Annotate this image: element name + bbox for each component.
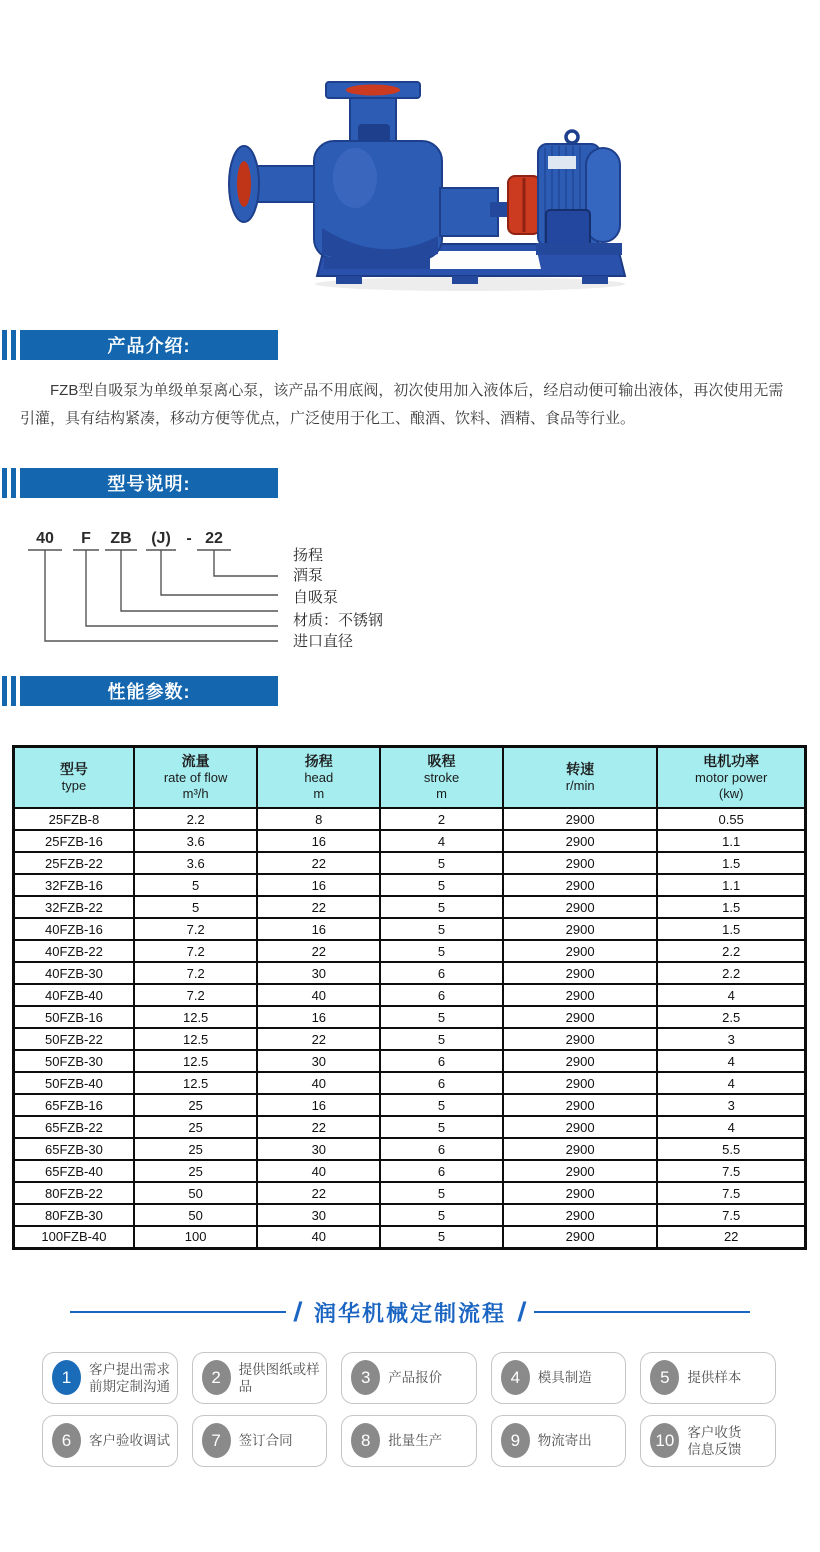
header-stripe-icon — [2, 676, 7, 706]
table-cell: 2900 — [503, 1160, 657, 1182]
table-cell: 40FZB-40 — [14, 984, 134, 1006]
header-stripe-icon — [2, 330, 7, 360]
table-row — [14, 984, 806, 1006]
step-number-badge: 4 — [501, 1360, 530, 1395]
table-cell: 5 — [134, 896, 258, 918]
table-cell: 100FZB-40 — [14, 1226, 134, 1248]
table-cell: 5 — [380, 940, 503, 962]
table-cell: 2900 — [503, 1094, 657, 1116]
table-cell: 2 — [380, 808, 503, 830]
header-stripe-icon — [11, 330, 16, 360]
performance-title-bar — [20, 676, 278, 706]
step-number-badge: 6 — [52, 1423, 81, 1458]
table-row — [14, 1160, 806, 1182]
step-label: 提供图纸或样 品 — [238, 1361, 320, 1394]
table-cell: 2900 — [503, 984, 657, 1006]
table-cell: 40FZB-22 — [14, 940, 134, 962]
table-cell: 50 — [134, 1182, 258, 1204]
table-cell: 2900 — [503, 1050, 657, 1072]
table-cell: 2900 — [503, 1072, 657, 1094]
table-cell: 6 — [380, 1138, 503, 1160]
table-cell: 8 — [257, 808, 380, 830]
pump-product-image — [190, 38, 630, 298]
table-cell: 22 — [257, 1028, 380, 1050]
process-step-card — [640, 1352, 776, 1404]
table-cell: 2.2 — [134, 808, 258, 830]
table-cell: 50FZB-40 — [14, 1072, 134, 1094]
table-cell: 65FZB-40 — [14, 1160, 134, 1182]
table-cell: 2900 — [503, 962, 657, 984]
table-row — [14, 1072, 806, 1094]
table-cell: 22 — [257, 852, 380, 874]
table-cell: 6 — [380, 1072, 503, 1094]
model-part: (J) — [151, 530, 171, 547]
process-step-card — [192, 1415, 328, 1467]
intro-title-bar — [20, 330, 278, 360]
table-cell: 65FZB-16 — [14, 1094, 134, 1116]
table-cell: 30 — [257, 1138, 380, 1160]
step-label: 客户验收调试 — [89, 1433, 170, 1448]
table-row — [14, 852, 806, 874]
table-cell: 7.2 — [134, 940, 258, 962]
table-column-header: 吸程 stroke m — [380, 747, 503, 809]
table-cell: 1.5 — [657, 852, 805, 874]
table-cell: 16 — [257, 1094, 380, 1116]
slash-decoration: / — [292, 1296, 304, 1327]
step-label: 客户收货 信息反馈 — [687, 1424, 742, 1457]
table-cell: 5 — [380, 1028, 503, 1050]
table-row — [14, 1050, 806, 1072]
table-column-header: 型号 type — [14, 747, 134, 809]
table-cell: 1.1 — [657, 874, 805, 896]
step-number-badge: 3 — [351, 1360, 380, 1395]
process-step-card — [491, 1415, 627, 1467]
table-cell: 1.5 — [657, 896, 805, 918]
table-row — [14, 1028, 806, 1050]
model-part: F — [81, 530, 91, 547]
table-cell: 2900 — [503, 1226, 657, 1248]
step-number-badge: 8 — [351, 1423, 380, 1458]
table-cell: 0.55 — [657, 808, 805, 830]
process-step-card — [491, 1352, 627, 1404]
table-cell: 4 — [657, 984, 805, 1006]
table-cell: 2900 — [503, 874, 657, 896]
table-cell: 30 — [257, 962, 380, 984]
step-label: 签订合同 — [238, 1433, 293, 1448]
process-title: 润华机械定制流程 — [314, 1300, 507, 1326]
table-cell: 4 — [657, 1050, 805, 1072]
table-cell: 30 — [257, 1204, 380, 1226]
table-row — [14, 1204, 806, 1226]
table-cell: 5 — [380, 918, 503, 940]
table-cell: 25FZB-22 — [14, 852, 134, 874]
table-row — [14, 940, 806, 962]
table-cell: 7.2 — [134, 918, 258, 940]
table-cell: 40FZB-30 — [14, 962, 134, 984]
process-step-card — [341, 1415, 477, 1467]
table-column-header: 扬程 head m — [257, 747, 380, 809]
table-cell: 2900 — [503, 896, 657, 918]
table-cell: 2900 — [503, 852, 657, 874]
step-number-badge: 1 — [52, 1360, 81, 1395]
table-cell: 40FZB-16 — [14, 918, 134, 940]
table-column-header: 转速 r/min — [503, 747, 657, 809]
step-label: 产品报价 — [388, 1370, 443, 1385]
table-cell: 40 — [257, 1072, 380, 1094]
header-stripe-icon — [11, 676, 16, 706]
header-stripe-icon — [11, 468, 16, 498]
table-cell: 16 — [257, 874, 380, 896]
table-cell: 22 — [257, 940, 380, 962]
section-header-performance — [0, 676, 820, 706]
section-header-intro — [0, 330, 820, 360]
table-cell: 2900 — [503, 1182, 657, 1204]
table-cell: 25FZB-16 — [14, 830, 134, 852]
table-cell: 5 — [380, 1094, 503, 1116]
process-title-row — [70, 1297, 750, 1328]
table-cell: 7.5 — [657, 1160, 805, 1182]
table-cell: 65FZB-22 — [14, 1116, 134, 1138]
table-row — [14, 1138, 806, 1160]
table-cell: 5.5 — [657, 1138, 805, 1160]
table-cell: 25 — [134, 1094, 258, 1116]
model-part: 22 — [205, 530, 223, 547]
table-cell: 5 — [380, 1116, 503, 1138]
model-title: 型号说明: — [107, 474, 191, 494]
model-title-bar — [20, 468, 278, 498]
step-number-badge: 7 — [202, 1423, 231, 1458]
table-cell: 12.5 — [134, 1050, 258, 1072]
table-row — [14, 1182, 806, 1204]
table-row — [14, 808, 806, 830]
table-cell: 12.5 — [134, 1006, 258, 1028]
table-cell: 7.5 — [657, 1204, 805, 1226]
table-cell: 2900 — [503, 1138, 657, 1160]
table-cell: 50FZB-22 — [14, 1028, 134, 1050]
table-row — [14, 1116, 806, 1138]
step-label: 提供样本 — [687, 1370, 742, 1385]
model-code-diagram — [15, 508, 805, 658]
table-cell: 25 — [134, 1138, 258, 1160]
model-part: ZB — [110, 530, 132, 547]
table-cell: 80FZB-30 — [14, 1204, 134, 1226]
table-row — [14, 962, 806, 984]
table-cell: 2900 — [503, 1006, 657, 1028]
performance-title: 性能参数: — [107, 682, 191, 702]
process-step-card — [42, 1415, 178, 1467]
model-part: 40 — [36, 530, 54, 547]
slash-decoration: / — [516, 1296, 528, 1327]
table-cell: 2900 — [503, 1028, 657, 1050]
table-cell: 5 — [380, 852, 503, 874]
table-cell: 4 — [657, 1116, 805, 1138]
table-cell: 16 — [257, 830, 380, 852]
table-cell: 3 — [657, 1028, 805, 1050]
table-cell: 1.1 — [657, 830, 805, 852]
table-cell: 5 — [380, 874, 503, 896]
step-number-badge: 2 — [202, 1360, 231, 1395]
table-cell: 5 — [380, 1182, 503, 1204]
table-cell: 5 — [380, 1204, 503, 1226]
model-label: 自吸泵 — [293, 589, 339, 606]
table-cell: 22 — [257, 1182, 380, 1204]
table-cell: 3.6 — [134, 830, 258, 852]
table-cell: 3 — [657, 1094, 805, 1116]
table-cell: 4 — [657, 1072, 805, 1094]
section-header-model — [0, 468, 820, 498]
table-cell: 2.5 — [657, 1006, 805, 1028]
model-label: 酒泵 — [293, 567, 324, 584]
table-cell: 4 — [380, 830, 503, 852]
header-stripe-icon — [2, 468, 7, 498]
table-cell: 50FZB-30 — [14, 1050, 134, 1072]
table-cell: 100 — [134, 1226, 258, 1248]
process-step-card — [341, 1352, 477, 1404]
table-cell: 80FZB-22 — [14, 1182, 134, 1204]
table-cell: 22 — [257, 896, 380, 918]
process-steps — [42, 1352, 776, 1467]
table-row — [14, 1006, 806, 1028]
table-header-row — [14, 747, 806, 809]
table-row — [14, 896, 806, 918]
table-cell: 5 — [380, 896, 503, 918]
table-cell: 65FZB-30 — [14, 1138, 134, 1160]
table-cell: 40 — [257, 984, 380, 1006]
table-cell: 32FZB-16 — [14, 874, 134, 896]
table-cell: 32FZB-22 — [14, 896, 134, 918]
table-cell: 6 — [380, 962, 503, 984]
step-number-badge: 9 — [501, 1423, 530, 1458]
table-row — [14, 918, 806, 940]
process-step-card — [192, 1352, 328, 1404]
table-cell: 3.6 — [134, 852, 258, 874]
intro-title: 产品介绍: — [107, 336, 191, 356]
table-cell: 16 — [257, 1006, 380, 1028]
table-cell: 7.2 — [134, 984, 258, 1006]
table-column-header: 流量 rate of flow m³/h — [134, 747, 258, 809]
table-row — [14, 1094, 806, 1116]
table-cell: 5 — [380, 1226, 503, 1248]
table-row — [14, 830, 806, 852]
step-label: 客户提出需求 前期定制沟通 — [89, 1361, 170, 1394]
divider-line — [534, 1311, 750, 1313]
table-cell: 7.5 — [657, 1182, 805, 1204]
table-cell: 2900 — [503, 1116, 657, 1138]
step-number-badge: 10 — [650, 1423, 679, 1458]
table-column-header: 电机功率 motor power (kw) — [657, 747, 805, 809]
divider-line — [70, 1311, 286, 1313]
performance-table — [12, 745, 807, 1250]
table-cell: 6 — [380, 984, 503, 1006]
table-cell: 6 — [380, 1050, 503, 1072]
step-label: 模具制造 — [537, 1370, 592, 1385]
process-step-card — [42, 1352, 178, 1404]
product-photo-area — [0, 0, 820, 300]
model-part: - — [186, 530, 192, 547]
table-cell: 25 — [134, 1160, 258, 1182]
table-cell: 1.5 — [657, 918, 805, 940]
table-cell: 50FZB-16 — [14, 1006, 134, 1028]
table-cell: 2900 — [503, 918, 657, 940]
table-cell: 30 — [257, 1050, 380, 1072]
table-cell: 7.2 — [134, 962, 258, 984]
step-label: 批量生产 — [388, 1433, 443, 1448]
table-cell: 12.5 — [134, 1072, 258, 1094]
step-label: 物流寄出 — [537, 1433, 592, 1448]
table-cell: 2.2 — [657, 940, 805, 962]
table-row — [14, 874, 806, 896]
step-number-badge: 5 — [650, 1360, 679, 1395]
table-cell: 2.2 — [657, 962, 805, 984]
table-row — [14, 1226, 806, 1248]
table-cell: 5 — [134, 874, 258, 896]
table-cell: 12.5 — [134, 1028, 258, 1050]
table-cell: 40 — [257, 1160, 380, 1182]
process-step-card — [640, 1415, 776, 1467]
table-cell: 40 — [257, 1226, 380, 1248]
table-cell: 2900 — [503, 940, 657, 962]
table-cell: 2900 — [503, 830, 657, 852]
model-label: 扬程 — [293, 547, 324, 564]
table-cell: 5 — [380, 1006, 503, 1028]
performance-table-body — [14, 808, 806, 1248]
table-cell: 2900 — [503, 1204, 657, 1226]
model-label: 进口直径 — [293, 633, 354, 650]
intro-paragraph: FZB型自吸泵为单级单泵离心泵，该产品不用底阀，初次使用加入液体后，经启动便可输出液体，再次使用无需引灌，具有结构紧凑，移动方便等优点，广泛使用于化工、酿酒、饮料、酒精、食品等行业。 — [20, 382, 784, 427]
table-cell: 25 — [134, 1116, 258, 1138]
table-cell: 22 — [657, 1226, 805, 1248]
table-cell: 6 — [380, 1160, 503, 1182]
table-cell: 50 — [134, 1204, 258, 1226]
table-cell: 16 — [257, 918, 380, 940]
model-label: 材质：不锈钢 — [293, 612, 384, 629]
table-cell: 22 — [257, 1116, 380, 1138]
table-cell: 2900 — [503, 808, 657, 830]
table-cell: 25FZB-8 — [14, 808, 134, 830]
